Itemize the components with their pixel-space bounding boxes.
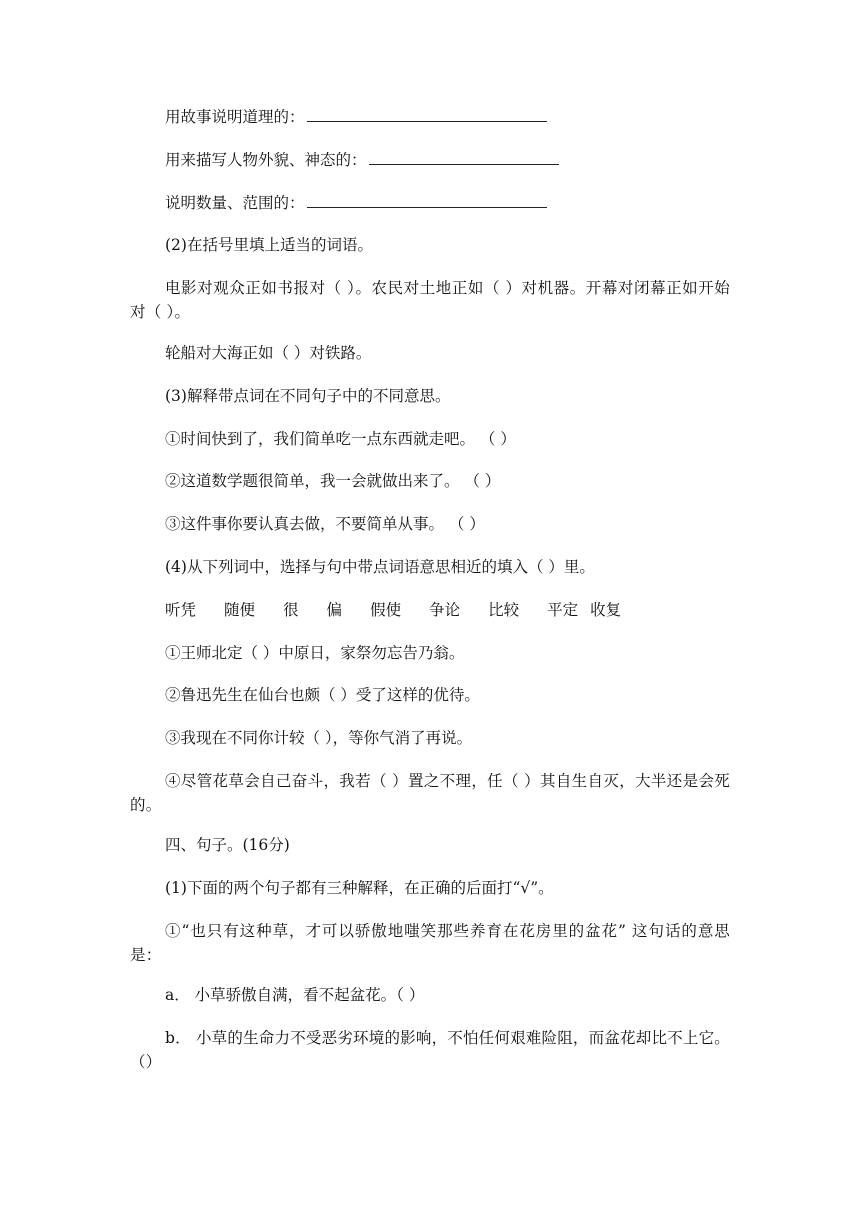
word-bank-item: 假使 (370, 601, 402, 619)
question-appearance-line (130, 148, 765, 172)
analogy-line-ship: 轮船对大海正如（ ）对铁路。 (165, 344, 372, 362)
word-bank-item: 收复 (590, 601, 622, 619)
word-bank-item: 偏 (326, 601, 343, 619)
question-story-text: 用故事说明道理的： (165, 108, 305, 126)
word-bank-item: 随便 (224, 601, 256, 619)
word-bank-item: 听凭 (165, 601, 197, 619)
word-bank-item: 争论 (429, 601, 461, 619)
word-bank (130, 598, 765, 622)
option-b: b． 小草的生命力不受恶劣环境的影响，不怕任何艰难险阻，而盆花却比不上它。（） (130, 1029, 730, 1071)
question-appearance-text: 用来描写人物外貌、神态的： (165, 151, 367, 169)
sentence-2: ②这道数学题很简单，我一会就做出来了。 （ ） (165, 472, 501, 490)
answer-blank[interactable] (369, 148, 559, 165)
sentence-task-heading: (1)下面的两个句子都有三种解释，在正确的后面打“√”。 (165, 879, 554, 897)
section-4-heading: (4)从下列词中，选择与句中带点词语意思相近的填入（ ）里。 (165, 558, 595, 576)
question-quantity-line (130, 191, 765, 215)
word-bank-item: 比较 (488, 601, 520, 619)
section-3-heading: (3)解释带点词在不同句子中的不同意思。 (165, 387, 451, 405)
option-a: a． 小草骄傲自满，看不起盆花。（ ） (165, 986, 425, 1004)
part-4-heading: 四、句子。(16分) (165, 836, 290, 854)
quote-question: ①“也只有这种草，才可以骄傲地嗤笑那些养育在花房里的盆花” 这句话的意思是： (130, 922, 730, 964)
analogy-paragraph: 电影对观众正如书报对（ ）。农民对土地正如（ ）对机器。开幕对闭幕正如开始对（ ）。 (130, 279, 730, 321)
word-bank-item: 平定 (547, 601, 579, 619)
fill-sentence-2: ②鲁迅先生在仙台也颇（ ）受了这样的优待。 (165, 686, 480, 704)
question-story-line (130, 105, 765, 129)
fill-sentence-3: ③我现在不同你计较（ ），等你气消了再说。 (165, 729, 473, 747)
word-bank-item: 很 (283, 601, 299, 619)
section-2-heading: (2)在括号里填上适当的词语。 (165, 236, 373, 254)
answer-blank[interactable] (307, 191, 547, 208)
answer-blank[interactable] (307, 105, 547, 122)
question-quantity-text: 说明数量、范围的： (165, 194, 305, 212)
sentence-3: ③这件事你要认真去做，不要简单从事。 （ ） (165, 515, 485, 533)
fill-sentence-4: ④尽管花草会自己奋斗，我若（ ）置之不理，任（ ）其自生自灭，大半还是会死的。 (130, 772, 730, 814)
sentence-1: ①时间快到了，我们简单吃一点东西就走吧。 （ ） (165, 430, 516, 448)
fill-sentence-1: ①王师北定（ ）中原日，家祭勿忘告乃翁。 (165, 644, 465, 662)
